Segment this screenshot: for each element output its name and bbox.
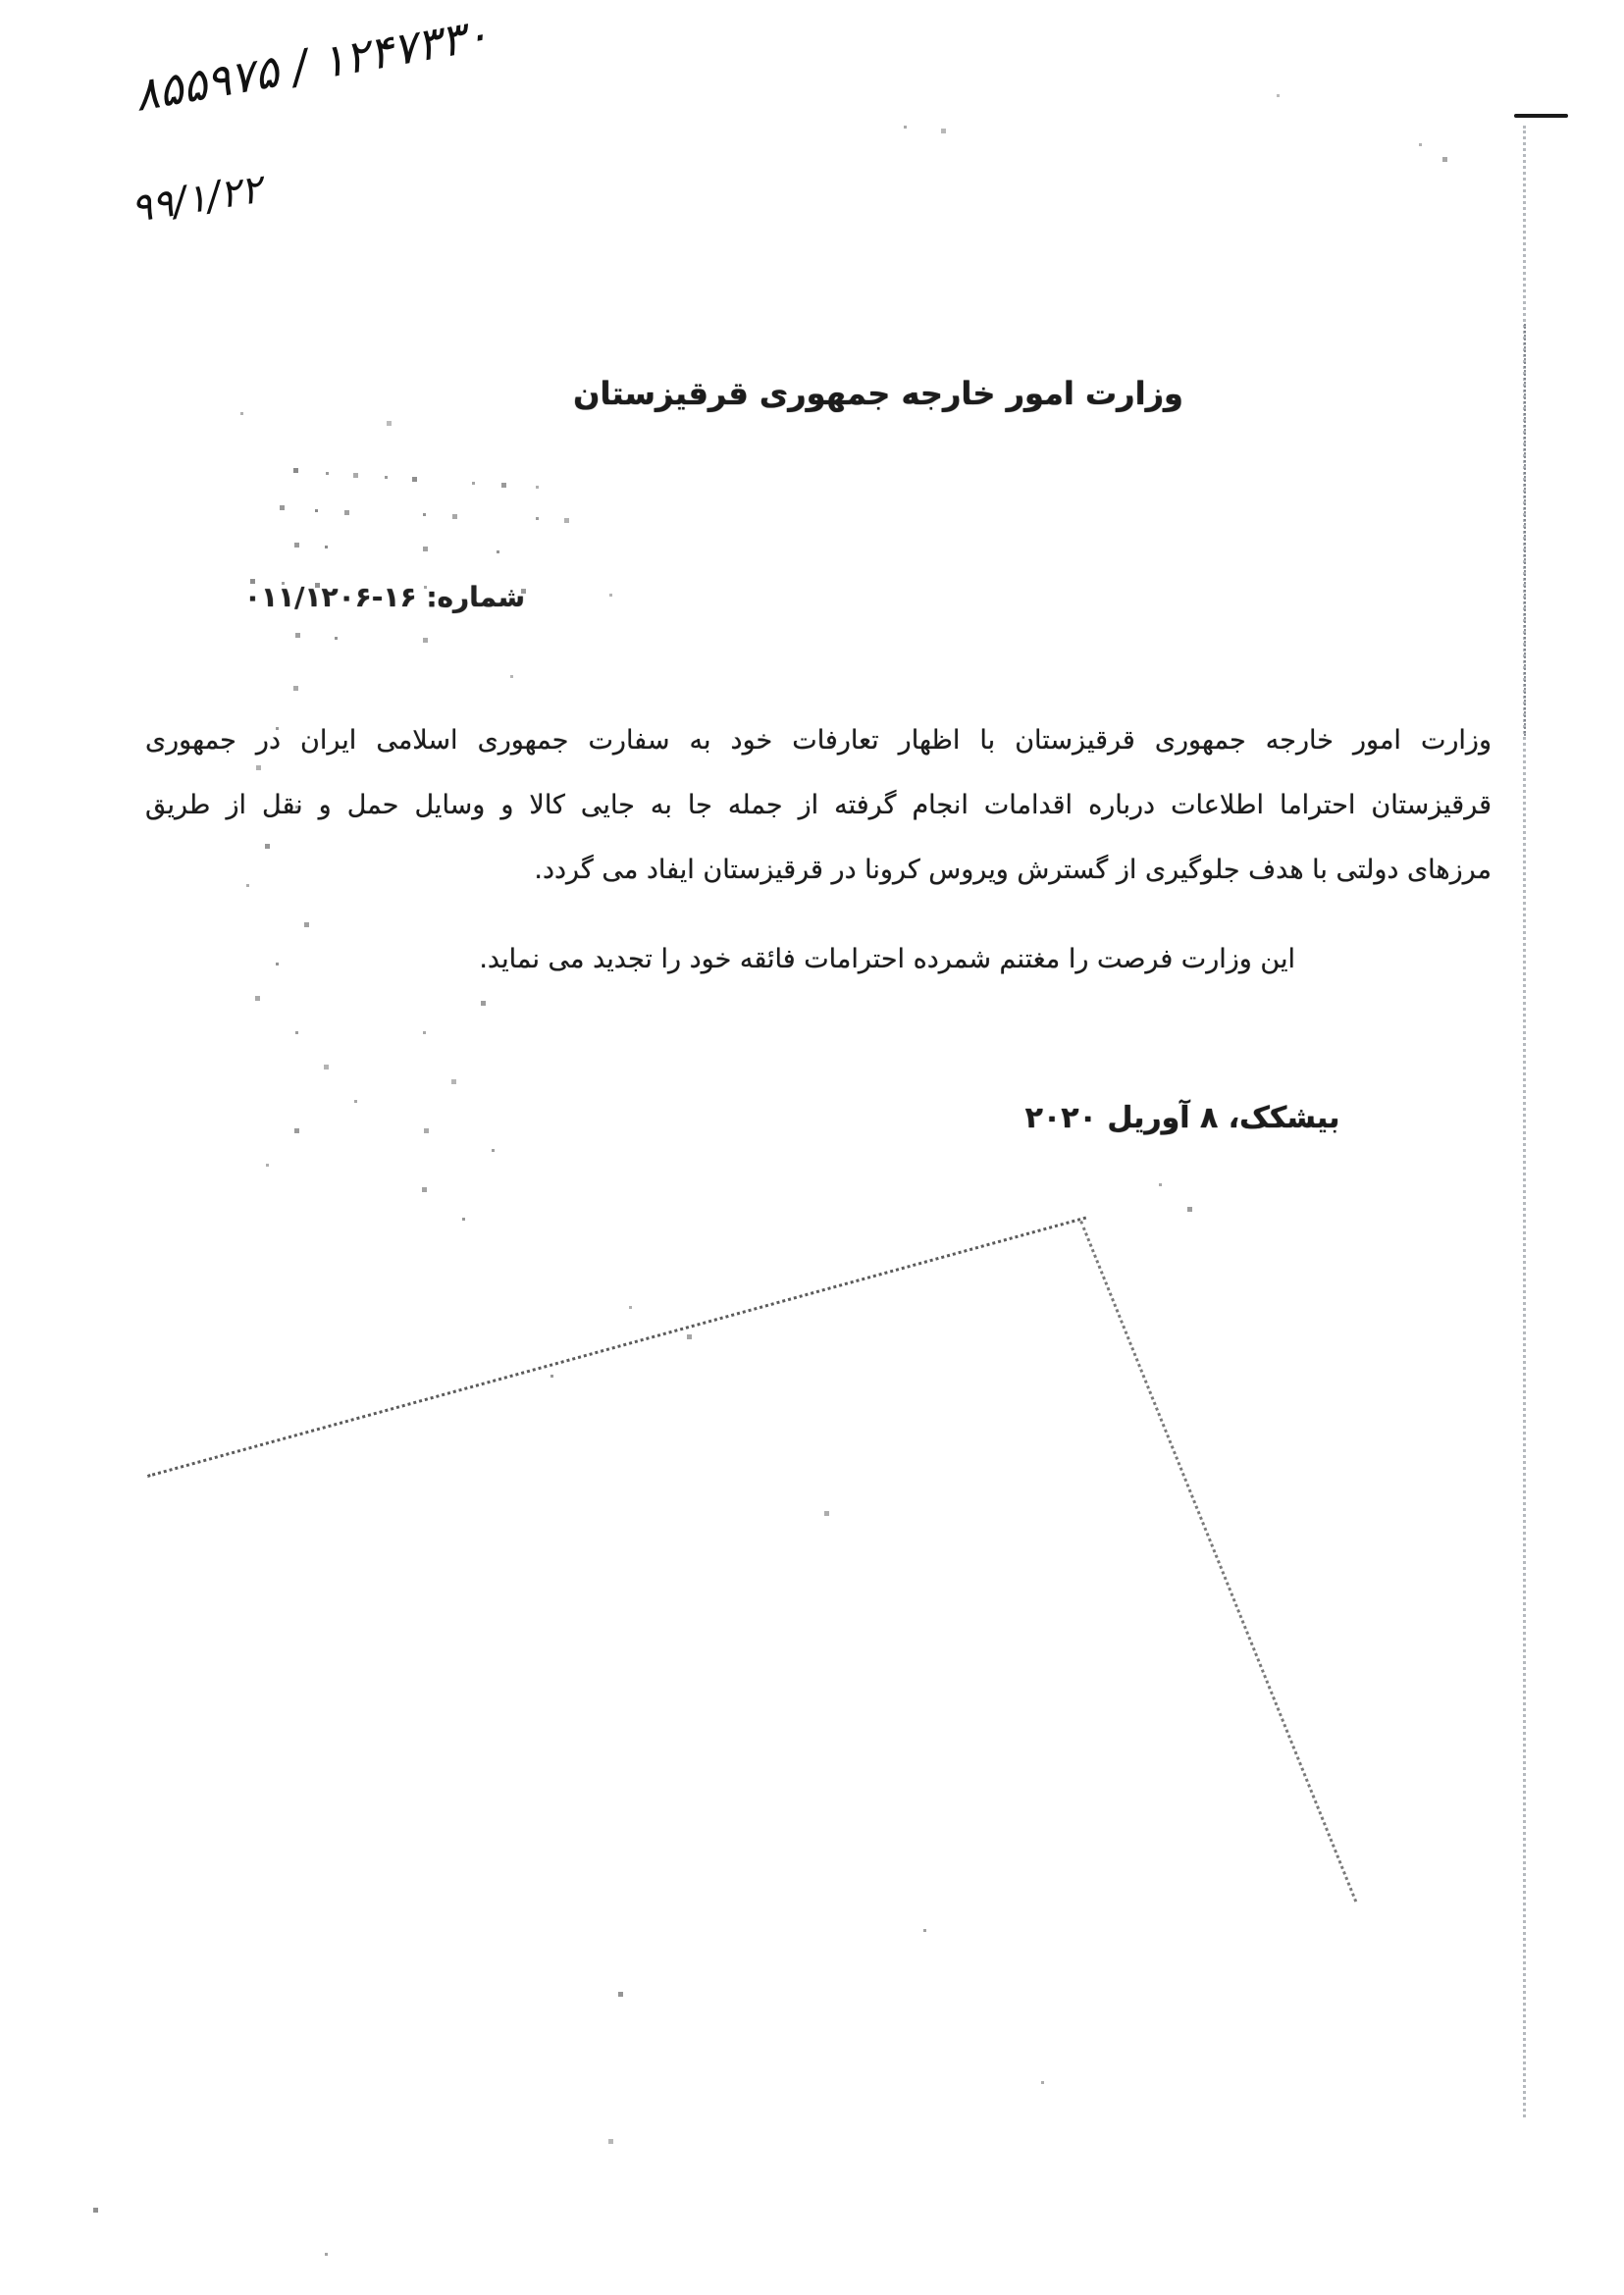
place-date-line: بیشکک، ۸ آوریل ۲۰۲۰: [1024, 1101, 1340, 1135]
handwritten-registry-number: ۱۲۴۷۳۳۰ / ۸۵۵۹۷۵: [130, 7, 494, 122]
letterhead-title: وزارت امور خارجه جمهوری قرقیزستان: [573, 375, 1183, 412]
scan-fold-line-left: [147, 1217, 1086, 1478]
scan-edge-tick: [1514, 114, 1568, 118]
body-line-2: قرقیزستان احتراما اطلاعات درباره اقدامات انجام گرفته از جمله جا به جایی کالا و وسایل حمل و نقل از طریق: [145, 790, 1492, 820]
reference-number-line: شماره: ۱۶-۰۱۱/۱۲۰۶: [243, 581, 525, 613]
closing-sentence: این وزارت فرصت را مغتنم شمرده احترامات فائقه خود را تجدید می نماید.: [479, 944, 1295, 974]
scan-page-edge-line-segment: [1524, 324, 1526, 736]
body-paragraph: [145, 708, 1492, 903]
scan-fold-line-right: [1079, 1221, 1357, 1903]
scan-noise-speckles: [0, 0, 3, 3]
body-line-3: مرزهای دولتی با هدف جلوگیری از گسترش ویروس کرونا در قرقیزستان ایفاد می گردد.: [534, 855, 1492, 885]
handwritten-annotation: [37, 7, 508, 233]
handwritten-date: ۹۹/۱/۲۲: [128, 166, 266, 233]
body-line-1: وزارت امور خارجه جمهوری قرقیزستان با اظهار تعارفات خود به سفارت جمهوری اسلامی ایران در جمهوری: [145, 725, 1492, 756]
